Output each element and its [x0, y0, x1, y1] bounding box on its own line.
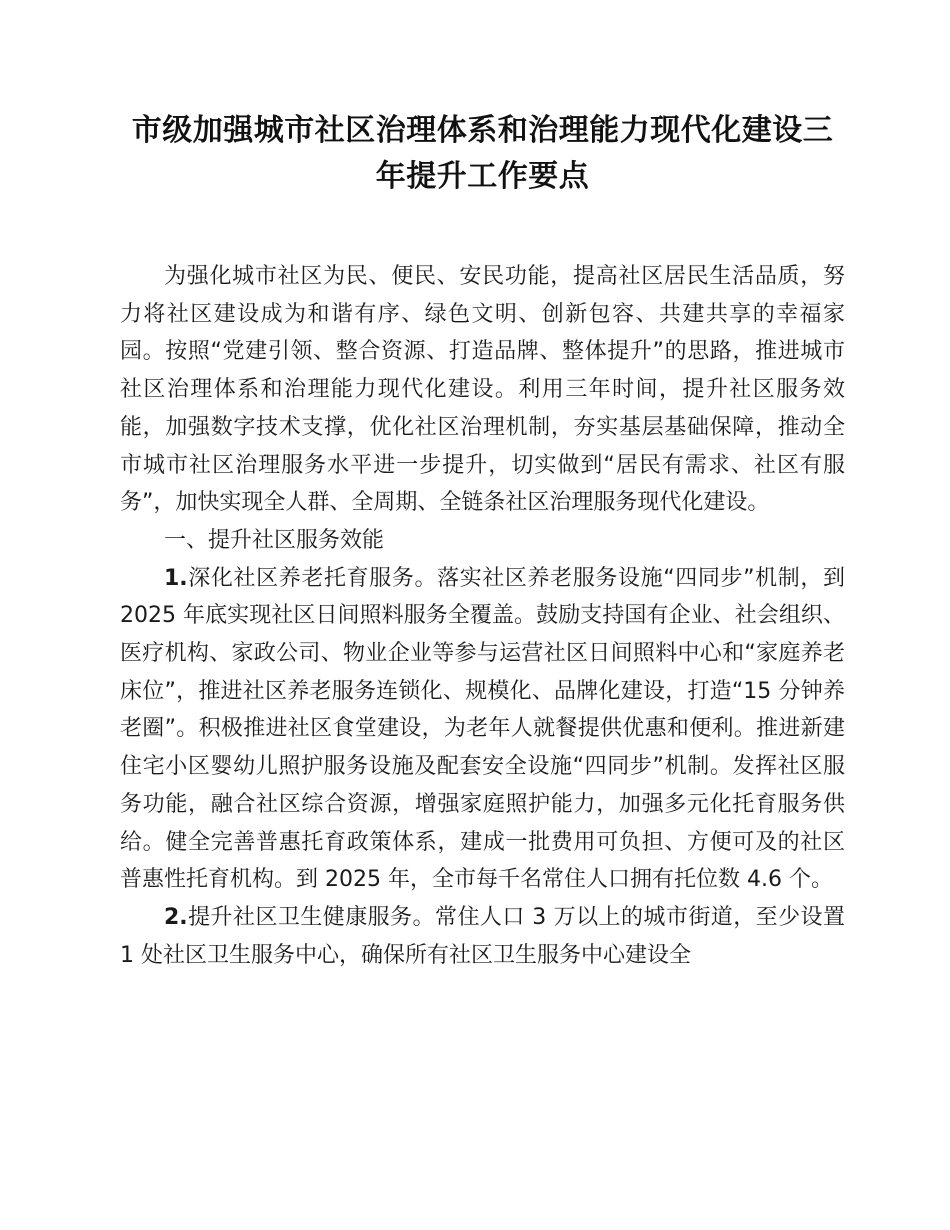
item-number-2: 2.	[164, 904, 188, 930]
item-number-1: 1.	[164, 565, 188, 591]
document-title: 市级加强城市社区治理体系和治理能力现代化建设三年提升工作要点	[131, 113, 834, 194]
document-page	[120, 108, 845, 974]
intro-paragraph: 为强化城市社区为民、便民、安民功能，提高社区居民生活品质，努力将社区建设成为和谐有序、绿色文明、创新包容、共建共享的幸福家园。按照“党建引领、整合资源、打造品牌、整体提升”的思路，推进城市社区治理体系和治理能力现代化建设。利用三年时间，提升社区服务效能，加强数字技术支撑，优化社区治理机制，夯实基层基础保障，推动全市城市社区治理服务水平进一步提升，切实做到“居民有需求、社区有服务”，加快实现全人群、全周期、全链条社区治理服务现代化建设。	[120, 264, 845, 516]
item-text-1: 深化社区养老托育服务。落实社区养老服务设施“四同步”机制，到 2025 年底实现社区日间照料服务全覆盖。鼓励支持国有企业、社会组织、医疗机构、家政公司、物业企业等参与运营社区日间照料中心和“家庭养老床位”，推进社区养老服务连锁化、规模化、品牌化建设，打造“15 分钟养老圈”。积极推进社区食堂建设，为老年人就餐提供优惠和便利。推进新建住宅小区婴幼儿照护服务设施及配套安全设施“四同步”机制。发挥社区服务功能，融合社区综合资源，增强家庭照护能力，加强多元化托育服务供给。健全完善普惠托育政策体系，建成一批费用可负担、方便可及的社区普惠性托育机构。到 2025 年，全市每千名常住人口拥有托位数 4.6 个。	[120, 565, 845, 893]
item-paragraph-1	[120, 560, 845, 899]
section-heading: 一、提升社区服务效能	[164, 527, 385, 553]
item-text-2: 提升社区卫生健康服务。常住人口 3 万以上的城市街道，至少设置 1 处社区卫生服务中心，确保所有社区卫生服务中心建设全	[120, 904, 845, 968]
document-body	[120, 258, 845, 974]
item-paragraph-2	[120, 899, 845, 974]
